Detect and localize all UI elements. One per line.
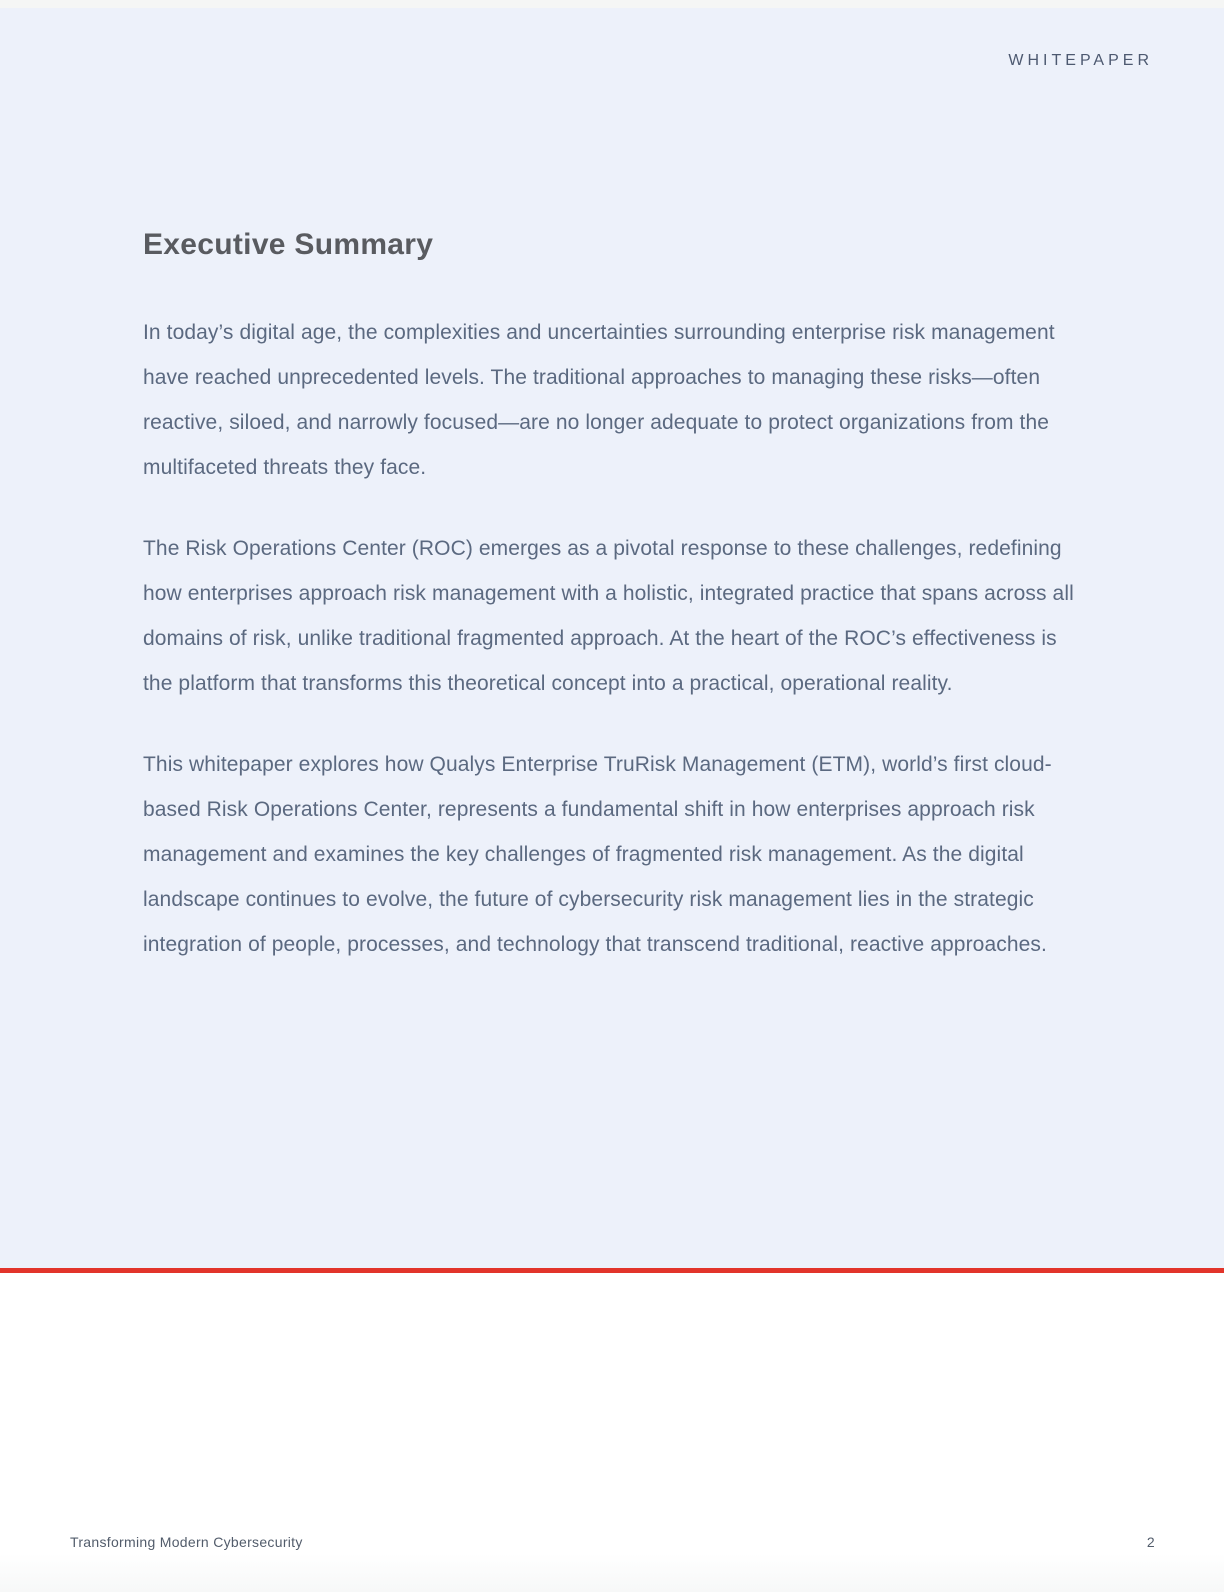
footer bbox=[70, 1534, 1155, 1550]
body-text bbox=[143, 310, 1088, 967]
page-title: Executive Summary bbox=[143, 228, 434, 261]
top-edge-strip bbox=[0, 0, 1224, 8]
footer-document-title: Transforming Modern Cybersecurity bbox=[70, 1534, 303, 1550]
document-content bbox=[0, 8, 1224, 967]
whitepaper-label: WHITEPAPER bbox=[1008, 52, 1153, 69]
body-paragraph-1: In today’s digital age, the complexities and uncertainties surrounding enterprise risk management have reached unprecedented levels. The traditional approaches to managing these risks—often reactive, siloed, and narrowly focused—are no longer adequate to protect organizations from the multifaceted threats they face. bbox=[143, 321, 1055, 479]
body-paragraph-3: This whitepaper explores how Qualys Enterprise TruRisk Management (ETM), world’s first cloud-based Risk Operations Center, represents a fundamental shift in how enterprises approach risk management and examines the key challenges of fragmented risk management. As the digital landscape continues to evolve, the future of cybersecurity risk management lies in the strategic integration of people, processes, and technology that transcend traditional, reactive approaches. bbox=[143, 753, 1052, 956]
document-upper-section bbox=[0, 8, 1224, 1268]
page-number: 2 bbox=[1146, 1534, 1155, 1550]
body-paragraph-2: The Risk Operations Center (ROC) emerges as a pivotal response to these challenges, redefining how enterprises approach risk management with a holistic, integrated practice that spans across all domains of risk, unlike traditional fragmented approach. At the heart of the ROC’s effectiveness is the platform that transforms this theoretical concept into a practical, operational reality. bbox=[143, 537, 1074, 695]
document-lower-section bbox=[0, 1273, 1224, 1592]
